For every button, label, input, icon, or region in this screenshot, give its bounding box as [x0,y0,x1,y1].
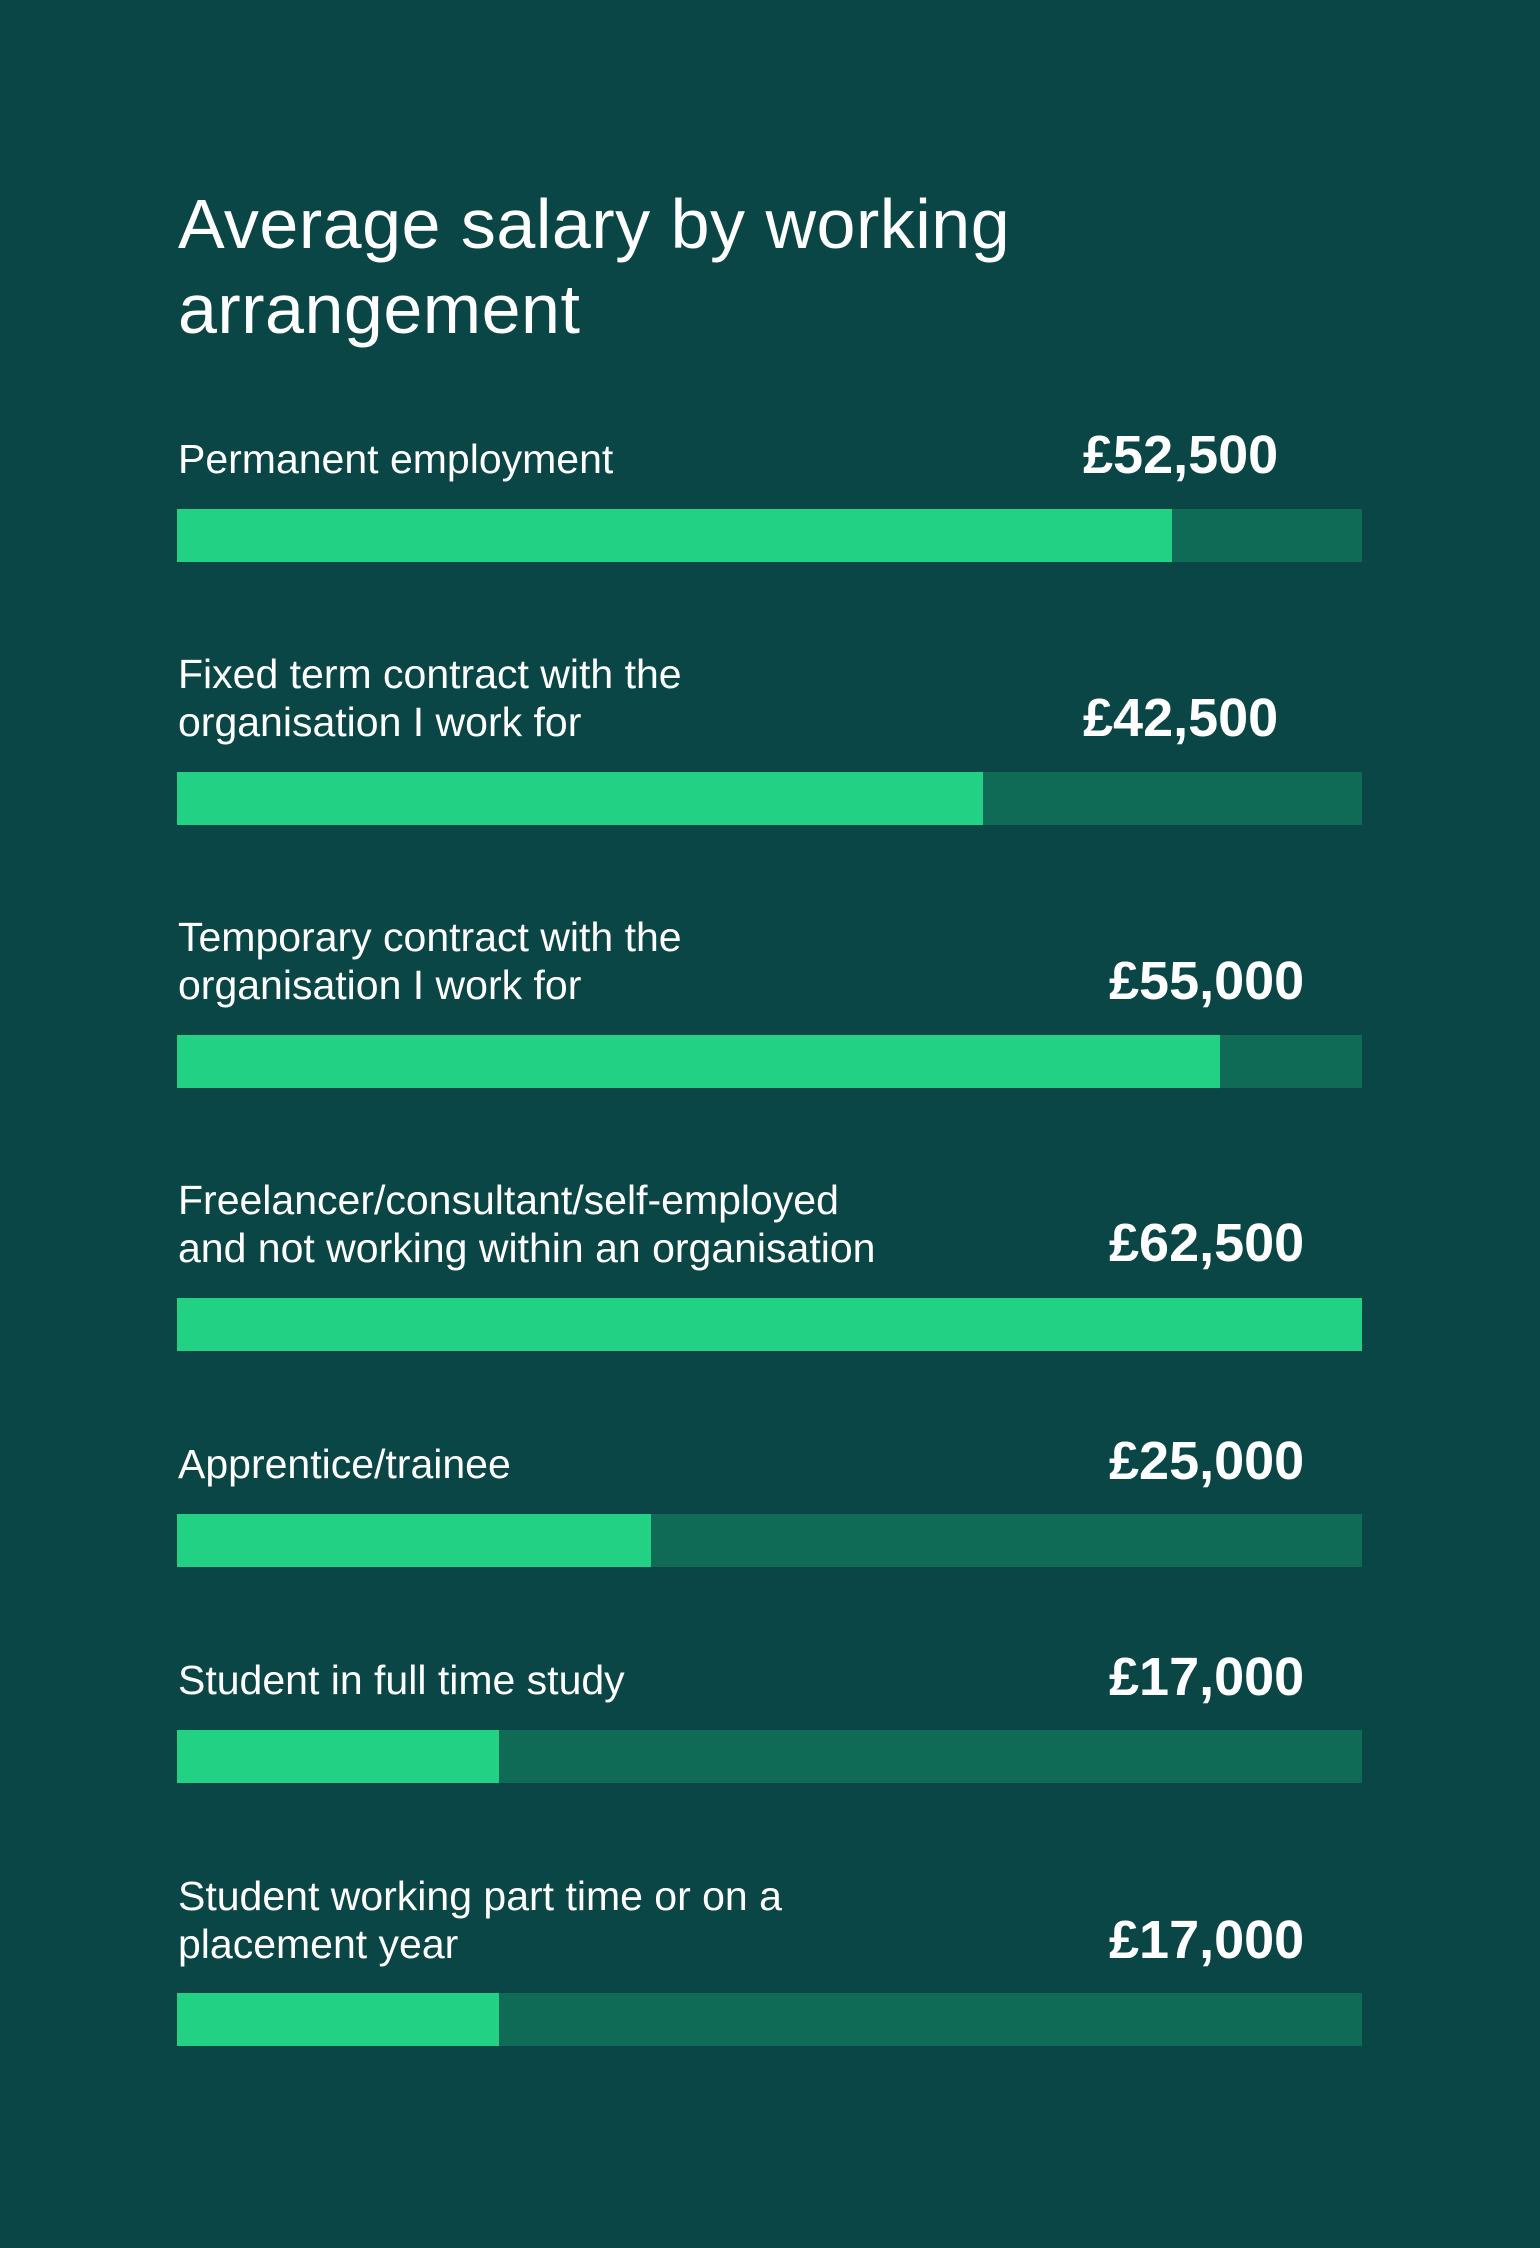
bar-label: Student in full time study [178,1657,625,1703]
bar-fill [177,1514,651,1567]
bar-label: Student working part time or on a placement year [178,1873,782,1967]
bar-track [177,1514,1362,1567]
bar-fill [177,1298,1362,1351]
bar-track [177,1730,1362,1783]
bar-label: Fixed term contract with the organisation I work for [178,651,682,745]
bar-label: Permanent employment [178,436,614,482]
bar-value-label: £25,000 [1109,1431,1305,1491]
bar-label: Temporary contract with the organisation I work for [178,914,682,1008]
bar-value-label: £55,000 [1109,951,1305,1011]
bar-label: Apprentice/trainee [178,1441,511,1487]
bar-track [177,1993,1362,2046]
bar-value-label: £62,500 [1109,1213,1305,1273]
chart-title: Average salary by working arrangement [178,185,1011,348]
bar-value-label: £42,500 [1083,688,1279,748]
bar-track [177,1298,1362,1351]
bar-fill [177,1730,499,1783]
bar-fill [177,1993,499,2046]
bar-label: Freelancer/consultant/self-employed and not working within an organisation [178,1177,876,1271]
bar-track [177,772,1362,825]
bar-track [177,509,1362,562]
bar-fill [177,772,983,825]
bar-value-label: £17,000 [1109,1647,1305,1707]
bar-value-label: £17,000 [1109,1910,1305,1970]
bar-track [177,1035,1362,1088]
bar-fill [177,1035,1220,1088]
bar-value-label: £52,500 [1083,425,1279,485]
bar-fill [177,509,1172,562]
